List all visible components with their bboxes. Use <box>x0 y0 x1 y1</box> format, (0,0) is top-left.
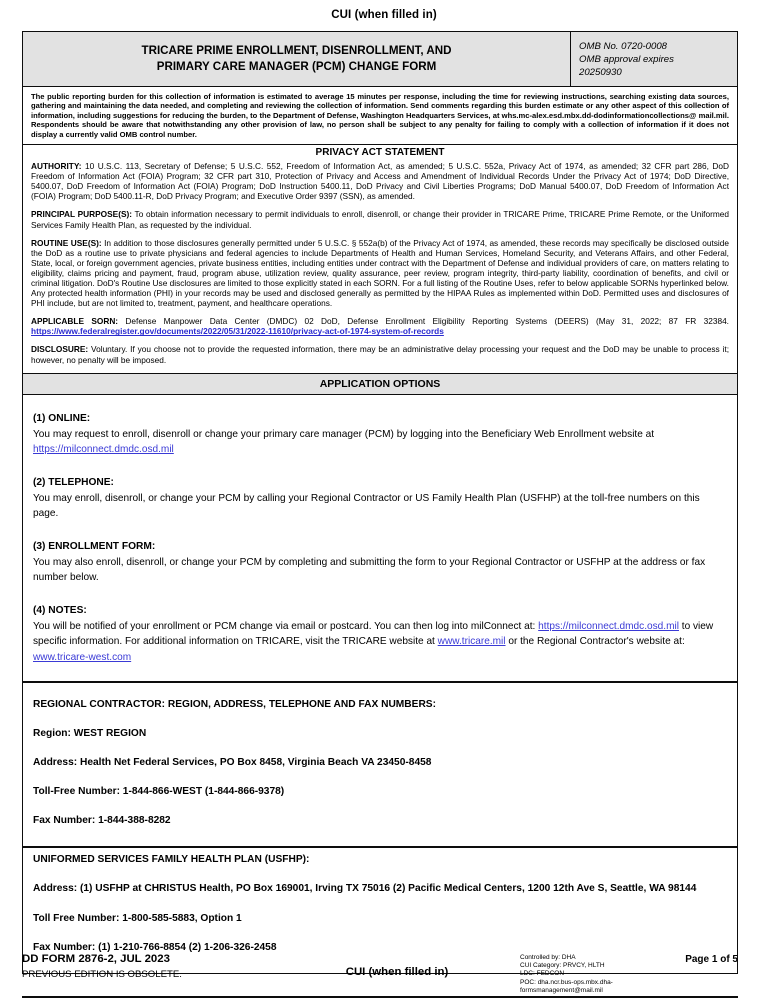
application-options-body <box>23 395 737 684</box>
option-telephone-text: You may enroll, disenroll, or change your PCM by calling your Regional Contractor or US Family Health Plan (USFHP) at the toll-free numbers on this page. <box>33 492 700 520</box>
option-enrollment-form <box>33 539 727 586</box>
footer-ldc: LDC: FEDCON <box>520 970 565 978</box>
privacy-act-body <box>23 161 737 374</box>
footer-controlled-by: Controlled by: DHA <box>520 954 576 961</box>
omb-number: OMB No. 0720-0008 <box>579 41 667 52</box>
option-telephone-title: (2) TELEPHONE: <box>33 476 114 488</box>
applicable-sorn-paragraph <box>31 316 729 336</box>
burden-statement: The public reporting burden for this collection of information is estimated to average 15 minutes per response, including the time for reviewing instructions, searching existing data sources, gathering and maintaining the data needed, and completing and reviewing the collection of information. Send comments regarding this burden estimate or any other aspect of this collection of information, including suggestions for reducing the burden, to the Department of Defense, Washington Headquarters Services, at whs.mc-alex.esd.mbx.dd-dodinformationcollections@ mail.mil. Respondents should be aware that notwithstanding any other provision of law, no person shall be subject to any penalty for failing to comply with a collection of information if it does not display a currently valid OMB control number. <box>23 87 737 145</box>
routine-use-paragraph <box>31 238 729 309</box>
sorn-federalregister-link[interactable]: https://www.federalregister.gov/documents/2022/05/31/2022-11610/privacy-act-of-1974-system-of-records <box>31 326 444 337</box>
regional-contractor-heading: REGIONAL CONTRACTOR: REGION, ADDRESS, TELEPHONE AND FAX NUMBERS: <box>33 699 436 711</box>
application-options-heading: APPLICATION OPTIONS <box>23 374 737 395</box>
option-online-title: (1) ONLINE: <box>33 412 91 424</box>
option-notes-title: (4) NOTES: <box>33 604 87 616</box>
usfhp-toll-free: Toll Free Number: 1-800-585-5883, Option 1 <box>33 913 242 925</box>
footer-bottom-rule <box>22 996 738 998</box>
regional-contractor-section <box>23 683 737 848</box>
notes-tricare-link[interactable]: www.tricare.mil <box>437 636 506 648</box>
option-notes <box>33 603 727 666</box>
usfhp-heading: UNIFORMED SERVICES FAMILY HEALTH PLAN (USFHP): <box>33 854 310 866</box>
notes-tricare-west-link[interactable]: www.tricare-west.com <box>33 651 132 663</box>
option-online <box>33 411 727 458</box>
regional-contractor-address: Address: Health Net Federal Services, PO Box 8458, Virginia Beach VA 23450-8458 <box>33 757 432 769</box>
form-title <box>23 32 571 86</box>
footer-left <box>22 952 274 982</box>
form-frame <box>22 31 738 974</box>
notes-milconnect-link[interactable]: https://milconnect.dmdc.osd.mil <box>538 620 679 632</box>
omb-expires-date: 20250930 <box>579 67 622 78</box>
footer-form-id: DD FORM 2876-2, JUL 2023 <box>22 953 170 965</box>
authority-label: AUTHORITY: <box>31 161 82 172</box>
omb-info-box <box>571 32 737 86</box>
routine-use-text: In addition to those disclosures generally permitted under 5 U.S.C. § 552a(b) of the Privacy Act of 1974, as amended, these records may specifically be disclosed outside the DoD as a routine use to private physicians and federal agencies to include Departments of Health and Human Services, Homeland Security, and Veterans Affairs, and other Federal, State, local, or foreign government agencies, private business entities, including entities under contract with the Department of Defense and individual providers of care, on matters relating to eligibility, claims pricing and payment, fraud, program abuse, utilization review, quality assurance, peer review, program integrity, third-party liability, coordination of benefits, and civil or criminal litigation. DoD's Routine Use disclosures are limited to those explicitly stated in each SORN. For a full listing of the Routine Uses, refer to below applicable SORNs hyperlinked below. Any protected health information (PHI) in your records may be used and disclosed generally as permitted by the HIPAA Rules as implemented within DoD. Permitted uses and disclosures of PHI include, but are not limited to, treatment, payment, and healthcare operations. <box>31 237 729 309</box>
footer-page-number: Page 1 of 5 <box>685 954 738 965</box>
option-telephone <box>33 475 727 522</box>
routine-use-label: ROUTINE USE(S): <box>31 237 102 248</box>
form-footer <box>22 952 738 995</box>
option-notes-text <box>33 619 727 666</box>
notes-part2: to view specific information. For additional information on TRICARE, visit the TRICARE website at <box>33 620 714 648</box>
option-online-text <box>33 427 727 458</box>
applicable-sorn-label: APPLICABLE SORN: <box>31 316 119 327</box>
regional-contractor-toll-free: Toll-Free Number: 1-844-866-WEST (1-844-866-9378) <box>33 786 285 798</box>
form-title-row <box>23 32 737 87</box>
option-enrollment-form-title: (3) ENROLLMENT FORM: <box>33 540 156 552</box>
footer-right <box>520 952 738 995</box>
regional-contractor-fax: Fax Number: 1-844-388-8282 <box>33 815 171 827</box>
disclosure-paragraph <box>31 344 729 364</box>
footer-poc: POC: dha.ncr.bus-ops.mbx.dha-formsmanagement@mail.mil <box>520 978 613 994</box>
cui-bottom-banner: CUI (when filled in) <box>345 966 449 978</box>
footer-previous-edition: PREVIOUS EDITION IS OBSOLETE. <box>22 969 182 980</box>
footer-cui-markings <box>520 954 676 995</box>
notes-part1: You will be notified of your enrollment or PCM change via email or postcard. You can then log into milConnect at: <box>33 620 539 632</box>
omb-expires-label: OMB approval expires <box>579 54 674 65</box>
disclosure-text: Voluntary. If you choose not to provide the requested information, there may be an administrative delay processing your request and the DoD may be unable to process it; however, no penalty will be imposed. <box>31 344 729 365</box>
usfhp-fax: Fax Number: (1) 1-210-766-8854 (2) 1-206-326-2458 <box>33 942 277 954</box>
regional-contractor-region: Region: WEST REGION <box>33 728 147 740</box>
disclosure-label: DISCLOSURE: <box>31 344 89 355</box>
principal-purpose-paragraph <box>31 209 729 229</box>
authority-paragraph <box>31 161 729 201</box>
authority-text: 10 U.S.C. 113, Secretary of Defense; 5 U.S.C. 552, Freedom of Information Act, as amended; 5 U.S.C. 552a, Privacy Act of 1974, as amended; 32 CFR part 286, DoD Freedom of Information Act (FOIA) Program; 32 CFR part 310, Protection of Privacy and Access and Amendment of Individual Records Under the Privacy Act of 1974; DoD Directive, 5400.07, DoD Freedom of Information Act (FOIA) Program; DoD Instruction 5400.11, DoD Privacy and Civil Liberties Programs; DoD Manual 5400.07, DoD Freedom of Information Act (FOIA) Program; DoD 5400.11-R, DoD Privacy Program; and Executive Order 9397 (SSN), as amended. <box>31 161 729 202</box>
milconnect-link[interactable]: https://milconnect.dmdc.osd.mil <box>33 444 174 456</box>
principal-purpose-label: PRINCIPAL PURPOSE(S): <box>31 209 133 220</box>
privacy-act-heading: PRIVACY ACT STATEMENT <box>315 147 445 159</box>
option-online-text-body: You may request to enroll, disenroll or change your primary care manager (PCM) by logging into the Beneficiary Web Enrollment website at <box>33 428 655 440</box>
form-title-line2: PRIMARY CARE MANAGER (PCM) CHANGE FORM <box>156 60 437 73</box>
form-title-line1: TRICARE PRIME ENROLLMENT, DISENROLLMENT, AND <box>141 44 452 57</box>
option-enrollment-form-text: You may also enroll, disenroll, or change your PCM by completing and submitting the form to your Regional Contractor or USFHP at the address or fax number below. <box>33 556 706 584</box>
applicable-sorn-text: Defense Manpower Data Center (DMDC) 02 DoD, Defense Enrollment Eligibility Reporting Systems (DEERS) (May 31, 2022; 87 FR 32384. <box>118 316 729 327</box>
usfhp-address: Address: (1) USFHP at CHRISTUS Health, PO Box 169001, Irving TX 75016 (2) Pacific Medical Centers, 1200 12th Ave S, Seattle, WA 98144 <box>33 883 697 895</box>
principal-purpose-text: To obtain information necessary to permit individuals to enroll, disenroll, or change their provider in TRICARE Prime, TRICARE Prime Remote, or the Uniformed Services Family Health Plan, as requested by the individual. <box>31 209 730 230</box>
notes-part3: or the Regional Contractor's website at: <box>505 636 685 648</box>
footer-cui-category: CUI Category: PRVCY, HLTH <box>520 962 605 970</box>
cui-top-banner: CUI (when filled in) <box>331 9 437 21</box>
